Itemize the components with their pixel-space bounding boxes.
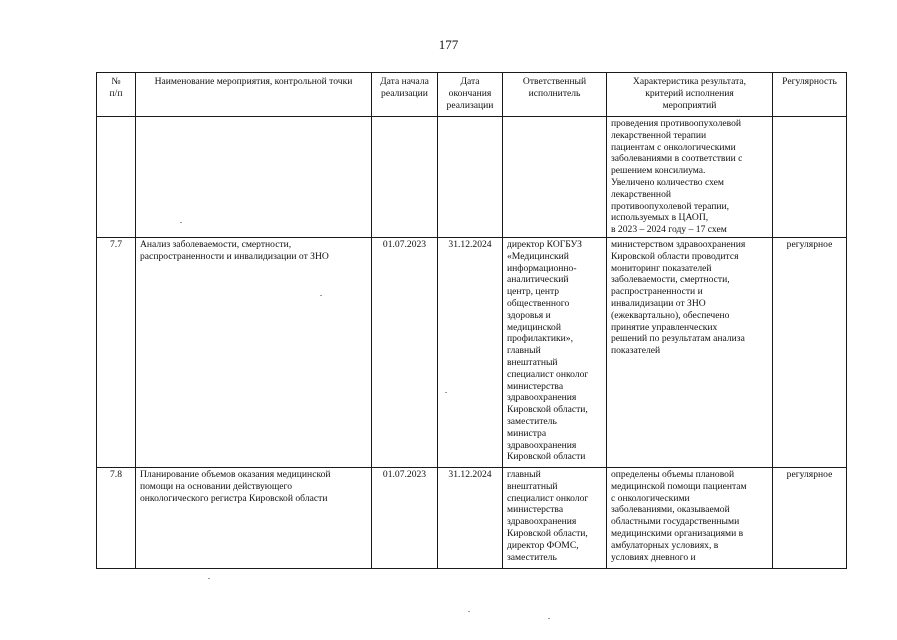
cell-end-date: 31.12.2024	[438, 238, 503, 468]
scan-speck	[445, 392, 447, 393]
activities-table	[96, 72, 847, 569]
cell-num: 7.8	[97, 468, 136, 569]
scan-speck	[208, 578, 210, 579]
cell-name: Планирование объемов оказания медицинской помощи на основании действующего онкологического регистра Кировской области	[136, 468, 372, 569]
table-row-continuation	[97, 117, 847, 238]
cell-regularity: регулярное	[773, 468, 847, 569]
scan-speck	[468, 611, 470, 612]
cell-executor: директор КОГБУЗ «Медицинский информационно- аналитический центр, центр общественного здоровья и медицинской профилактики», главный внештатный специалист онколог министерства здравоохранения Кировской области, заместитель министра здравоохранения Кировской области	[503, 238, 607, 468]
cell-start-date: 01.07.2023	[372, 468, 438, 569]
cell-empty	[438, 117, 503, 238]
cell-empty	[372, 117, 438, 238]
cell-start-date: 01.07.2023	[372, 238, 438, 468]
cell-characteristic: определены объемы плановой медицинской помощи пациентам с онкологическими заболеваниями, оказываемой областными государственными медицинскими организациями в амбулаторных условиях, в условиях дневного и	[607, 468, 773, 569]
cell-name: Анализ заболеваемости, смертности, распространенности и инвалидизации от ЗНО	[136, 238, 372, 468]
header-end-date: Дата окончания реализации	[438, 73, 503, 117]
cell-executor: главный внештатный специалист онколог министерства здравоохранения Кировской области, директор ФОМС, заместитель	[503, 468, 607, 569]
cell-num: 7.7	[97, 238, 136, 468]
cell-regularity: регулярное	[773, 238, 847, 468]
scan-speck	[320, 295, 322, 296]
header-regularity: Регулярность	[773, 73, 847, 117]
cell-characteristic: проведения противоопухолевой лекарственной терапии пациентам с онкологическими заболеваниями в соответствии с решением консилиума. Увеличено количество схем лекарственной противоопухолевой терапии, используемых в ЦАОП, в 2023 – 2024 году – 17 схем	[607, 117, 773, 238]
table-row	[97, 238, 847, 468]
header-characteristic: Характеристика результата, критерий исполнения мероприятий	[607, 73, 773, 117]
header-name: Наименование мероприятия, контрольной точки	[136, 73, 372, 117]
table-header-row	[97, 73, 847, 117]
table-row	[97, 468, 847, 569]
cell-empty	[97, 117, 136, 238]
cell-characteristic: министерством здравоохранения Кировской области проводится мониторинг показателей заболеваемости, смертности, распространенности и инвалидизации от ЗНО (ежеквартально), обеспечено принятие управленческих решений по результатам анализа показателей	[607, 238, 773, 468]
cell-empty	[136, 117, 372, 238]
header-start-date: Дата начала реализации	[372, 73, 438, 117]
scan-speck	[548, 618, 550, 619]
cell-empty	[773, 117, 847, 238]
header-executor: Ответственный исполнитель	[503, 73, 607, 117]
header-num: № п/п	[97, 73, 136, 117]
scan-speck	[180, 222, 182, 223]
cell-empty	[503, 117, 607, 238]
page-number: 177	[438, 37, 459, 52]
cell-end-date: 31.12.2024	[438, 468, 503, 569]
